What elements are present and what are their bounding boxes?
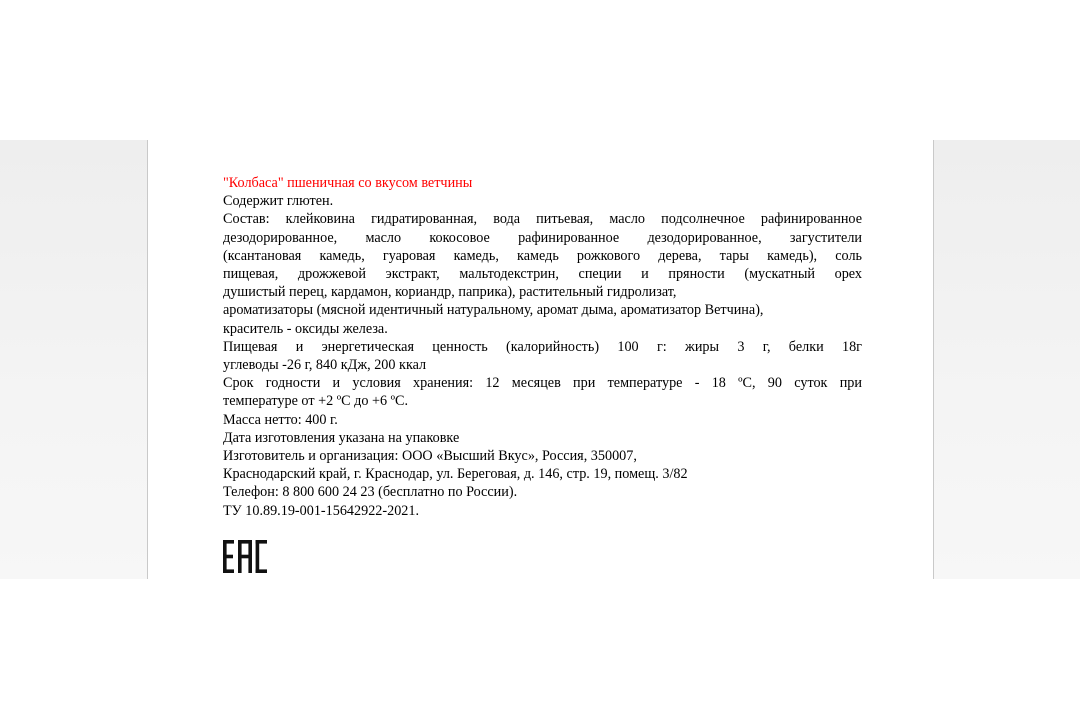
storage-line: Срок годности и условия хранения: 12 месяцев при температуре - 18 ºС, 90 суток при	[223, 375, 862, 392]
composition-line: душистый перец, кардамон, кориандр, паприка), растительный гидролизат,	[223, 284, 677, 301]
manufacturer: Изготовитель и организация: ООО «Высший Вкус», Россия, 350007,	[223, 448, 637, 465]
nutrition-line: углеводы -26 г, 840 кДж, 200 ккал	[223, 357, 427, 374]
technical-standard: ТУ 10.89.19-001-15642922-2021.	[223, 502, 420, 519]
manufacturer-address: Краснодарский край, г. Краснодар, ул. Береговая, д. 146, стр. 19, помещ. 3/82	[223, 466, 688, 483]
label-text	[223, 174, 862, 520]
composition-line: Состав: клейковина гидратированная, вода питьевая, масло подсолнечное рафинированное	[223, 211, 862, 228]
composition-line: пищевая, дрожжевой экстракт, мальтодекстрин, специи и пряности (мускатный орех	[223, 266, 862, 283]
net-weight: Масса нетто: 400 г.	[223, 411, 338, 428]
nutrition-line: Пищевая и энергетическая ценность (калорийность) 100 г: жиры 3 г, белки 18г	[223, 338, 862, 355]
product-title: "Колбаса" пшеничная со вкусом ветчины	[223, 175, 473, 191]
composition-line: краситель - оксиды железа.	[223, 320, 388, 337]
composition-line: дезодорированное, масло кокосовое рафинированное дезодорированное, загустители	[223, 229, 862, 246]
gluten-warning: Содержит глютен.	[223, 193, 334, 210]
storage-line: температуре от +2 ºС до +6 ºС.	[223, 393, 409, 410]
composition-line: (ксантановая камедь, гуаровая камедь, камедь рожкового дерева, тары камедь), соль	[223, 247, 862, 264]
composition-line: ароматизаторы (мясной идентичный натуральному, аромат дыма, ароматизатор Ветчина),	[223, 302, 764, 319]
eac-certification-icon	[223, 540, 267, 573]
document-page	[147, 140, 934, 579]
document-viewport	[0, 140, 1080, 579]
production-date: Дата изготовления указана на упаковке	[223, 429, 460, 446]
phone: Телефон: 8 800 600 24 23 (бесплатно по России).	[223, 484, 518, 501]
